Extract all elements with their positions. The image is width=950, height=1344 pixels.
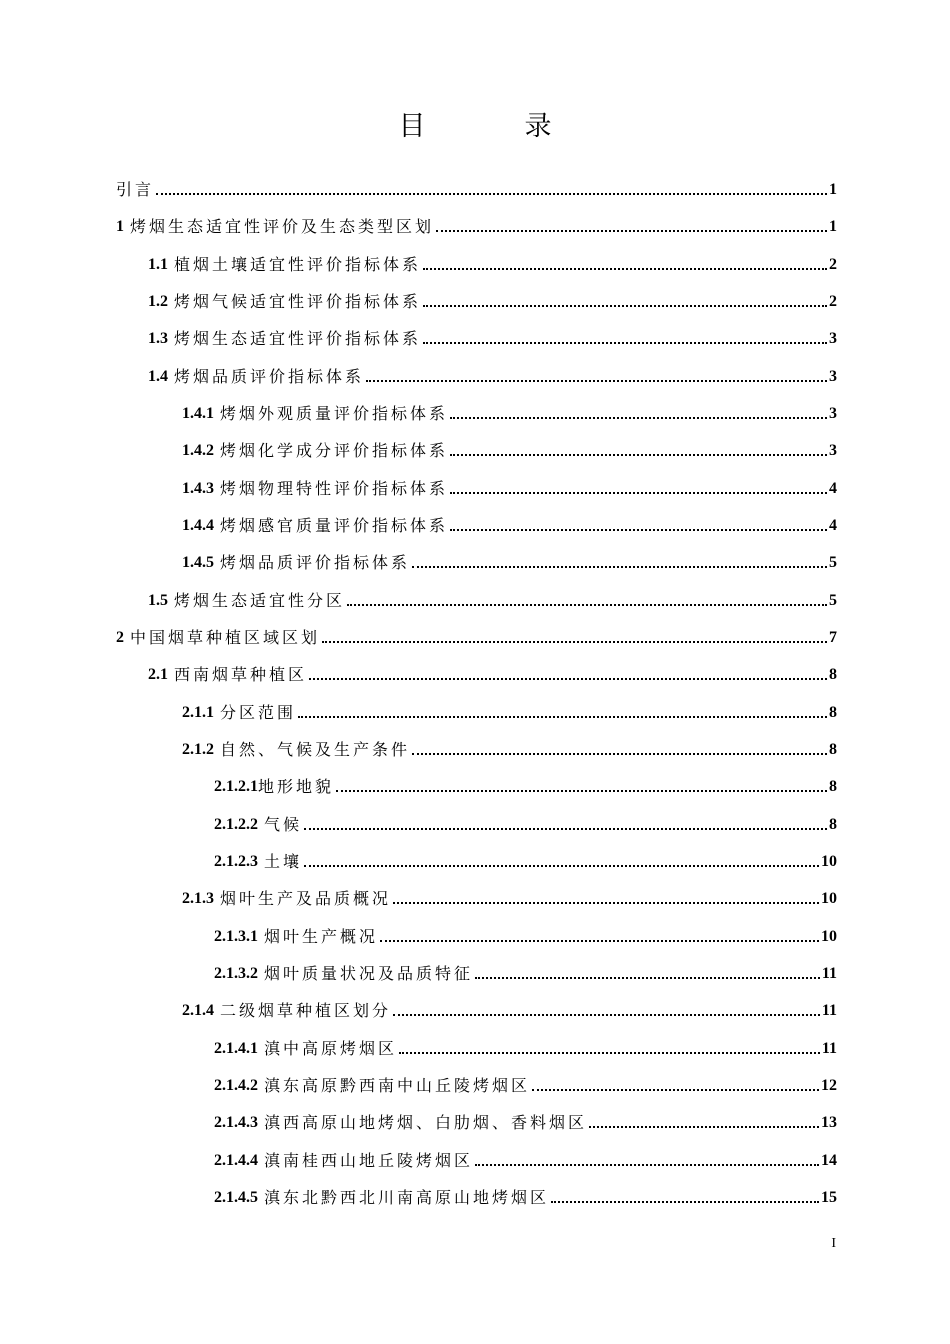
toc-entry[interactable] — [182, 736, 837, 760]
toc-entry[interactable] — [214, 1147, 837, 1171]
toc-entry-number: 2.1.2 — [182, 741, 214, 758]
toc-entry-page: 8 — [829, 666, 837, 683]
toc-entry[interactable] — [214, 1184, 837, 1208]
toc-entry-title: 烟叶生产及品质概况 — [220, 889, 392, 908]
toc-entry[interactable] — [182, 997, 837, 1021]
toc-entry-page: 8 — [829, 816, 837, 833]
toc-entry-number: 1 — [116, 218, 124, 235]
toc-leader-dots — [380, 940, 819, 942]
toc-entry[interactable] — [214, 1035, 837, 1059]
toc-leader-dots — [399, 1052, 820, 1054]
toc-entry-page: 4 — [829, 517, 837, 534]
toc-entry-number: 2.1.2.2 — [214, 816, 258, 833]
toc-leader-dots — [309, 678, 827, 680]
toc-entry-number: 1.1 — [148, 256, 168, 273]
toc-entry-title: 地形地貌 — [258, 777, 335, 796]
toc-entry-page: 8 — [829, 741, 837, 758]
toc-entry-page: 11 — [821, 965, 837, 982]
toc-entry-page: 13 — [821, 1114, 837, 1131]
toc-entry-number: 2.1.4.2 — [214, 1077, 258, 1094]
toc-leader-dots — [436, 230, 827, 232]
toc-leader-dots — [393, 902, 819, 904]
toc-entry-number: 1.2 — [148, 293, 168, 310]
toc-leader-dots — [412, 753, 827, 755]
toc-leader-dots — [298, 716, 827, 718]
toc-entry-page: 8 — [829, 778, 837, 795]
toc-entry-title: 土壤 — [264, 852, 303, 871]
toc-entry-number: 2.1.1 — [182, 704, 214, 721]
toc-leader-dots — [475, 977, 820, 979]
page-number: I — [831, 1236, 836, 1251]
toc-entry-number: 1.4.5 — [182, 554, 214, 571]
toc-leader-dots — [156, 193, 827, 195]
toc-entry-title: 烤烟品质评价指标体系 — [174, 367, 365, 386]
toc-entry[interactable] — [182, 400, 837, 424]
page-title: 目 录 — [398, 111, 588, 142]
toc-entry-page: 8 — [829, 704, 837, 721]
toc-entry-number: 2.1.4.3 — [214, 1114, 258, 1131]
toc-entry-number: 1.4.4 — [182, 517, 214, 534]
toc-entry[interactable] — [148, 288, 837, 312]
toc-entry-title: 西南烟草种植区 — [174, 665, 308, 684]
toc-entry[interactable] — [214, 1072, 837, 1096]
toc-entry-number: 2.1.3 — [182, 890, 214, 907]
toc-leader-dots — [336, 790, 827, 792]
toc-entry-number: 2.1.4.4 — [214, 1152, 258, 1169]
toc-leader-dots — [304, 865, 819, 867]
toc-entry-title: 烟叶质量状况及品质特征 — [264, 964, 474, 983]
toc-entry[interactable] — [182, 437, 837, 461]
toc-leader-dots — [423, 342, 827, 344]
toc-entry-title: 烤烟生态适宜性评价指标体系 — [174, 329, 422, 348]
toc-entry-page: 5 — [829, 554, 837, 571]
toc-entry-number: 2 — [116, 629, 124, 646]
toc-entry[interactable] — [182, 549, 837, 573]
toc-entry[interactable] — [116, 624, 837, 648]
toc-entry-number: 1.3 — [148, 330, 168, 347]
toc-entry-page: 11 — [821, 1002, 837, 1019]
toc-leader-dots — [347, 604, 827, 606]
toc-entry[interactable] — [182, 475, 837, 499]
toc-entry[interactable] — [214, 960, 837, 984]
toc-leader-dots — [412, 566, 827, 568]
toc-entry-title: 滇南桂西山地丘陵烤烟区 — [264, 1151, 474, 1170]
toc-leader-dots — [322, 641, 827, 643]
toc-entry[interactable] — [182, 512, 837, 536]
toc-entry-title: 烤烟品质评价指标体系 — [220, 553, 411, 572]
toc-leader-dots — [423, 305, 827, 307]
toc-entry-page: 3 — [829, 442, 837, 459]
toc-entry[interactable] — [214, 848, 837, 872]
toc-leader-dots — [393, 1014, 820, 1016]
toc-entry-title: 引言 — [116, 180, 155, 199]
toc-entry-title: 烤烟生态适宜性评价及生态类型区划 — [130, 217, 435, 236]
toc-leader-dots — [475, 1164, 819, 1166]
toc-entry-title: 气候 — [264, 815, 303, 834]
toc-entry-page: 10 — [821, 853, 837, 870]
toc-entry-title: 自然、气候及生产条件 — [220, 740, 411, 759]
toc-leader-dots — [423, 268, 827, 270]
toc-entry-number: 1.4.2 — [182, 442, 214, 459]
toc-leader-dots — [589, 1126, 819, 1128]
toc-entry[interactable] — [148, 587, 837, 611]
toc-entry-title: 滇中高原烤烟区 — [264, 1039, 398, 1058]
toc-entry[interactable] — [116, 176, 837, 200]
toc-entry[interactable] — [148, 363, 837, 387]
toc-entry-title: 烤烟生态适宜性分区 — [174, 591, 346, 610]
toc-entry-page: 1 — [829, 181, 837, 198]
toc-leader-dots — [366, 380, 827, 382]
toc-entry-title: 滇东北黔西北川南高原山地烤烟区 — [264, 1188, 550, 1207]
toc-leader-dots — [450, 417, 827, 419]
toc-entry-number: 2.1 — [148, 666, 168, 683]
toc-entry-page: 14 — [821, 1152, 837, 1169]
toc-entry[interactable] — [148, 251, 837, 275]
toc-entry[interactable] — [182, 885, 837, 909]
toc-entry-number: 2.1.2.1 — [214, 778, 258, 795]
toc-entry-title: 分区范围 — [220, 703, 297, 722]
toc-entry-number: 2.1.4 — [182, 1002, 214, 1019]
toc-entry-number: 2.1.2.3 — [214, 853, 258, 870]
toc-entry-title: 烤烟化学成分评价指标体系 — [220, 441, 449, 460]
toc-entry[interactable] — [116, 213, 837, 237]
toc-entry-number: 2.1.4.1 — [214, 1040, 258, 1057]
toc-entry[interactable] — [214, 811, 837, 835]
toc-entry-number: 1.4.3 — [182, 480, 214, 497]
toc-entry-page: 11 — [821, 1040, 837, 1057]
toc-entry-page: 4 — [829, 480, 837, 497]
toc-entry-title: 植烟土壤适宜性评价指标体系 — [174, 255, 422, 274]
toc-entry-page: 12 — [821, 1077, 837, 1094]
toc-entry-page: 2 — [829, 293, 837, 310]
toc-leader-dots — [304, 828, 827, 830]
toc-entry-title: 烤烟外观质量评价指标体系 — [220, 404, 449, 423]
toc-entry[interactable] — [214, 923, 837, 947]
toc-entry-page: 7 — [829, 629, 837, 646]
toc-entry-number: 2.1.3.1 — [214, 928, 258, 945]
toc-entry-page: 3 — [829, 405, 837, 422]
toc-entry-title: 二级烟草种植区划分 — [220, 1001, 392, 1020]
toc-entry[interactable] — [214, 773, 837, 797]
toc-entry[interactable] — [148, 325, 837, 349]
toc-entry-page: 3 — [829, 330, 837, 347]
toc-entry-page: 5 — [829, 592, 837, 609]
toc-entry-title: 中国烟草种植区域区划 — [130, 628, 321, 647]
toc-entry-number: 1.4 — [148, 368, 168, 385]
toc-leader-dots — [532, 1089, 819, 1091]
toc-entry-title: 滇西高原山地烤烟、白肋烟、香料烟区 — [264, 1113, 588, 1132]
toc-entry-title: 烤烟感官质量评价指标体系 — [220, 516, 449, 535]
toc-entry-title: 烟叶生产概况 — [264, 927, 379, 946]
toc-entry-page: 2 — [829, 256, 837, 273]
toc-entry-page: 1 — [829, 218, 837, 235]
toc-entry-title: 烤烟物理特性评价指标体系 — [220, 479, 449, 498]
toc-entry[interactable] — [148, 661, 837, 685]
toc-entry-number: 1.5 — [148, 592, 168, 609]
toc-leader-dots — [450, 454, 827, 456]
toc-entry-page: 10 — [821, 890, 837, 907]
toc-entry[interactable] — [182, 699, 837, 723]
toc-entry-number: 2.1.4.5 — [214, 1189, 258, 1206]
toc-entry-page: 10 — [821, 928, 837, 945]
toc-entry[interactable] — [214, 1109, 837, 1133]
toc-leader-dots — [450, 529, 827, 531]
toc-entry-page: 3 — [829, 368, 837, 385]
toc-leader-dots — [551, 1201, 819, 1203]
toc-leader-dots — [450, 492, 827, 494]
toc-entry-number: 1.4.1 — [182, 405, 214, 422]
toc-entry-number: 2.1.3.2 — [214, 965, 258, 982]
toc-entry-title: 滇东高原黔西南中山丘陵烤烟区 — [264, 1076, 531, 1095]
toc-entry-page: 15 — [821, 1189, 837, 1206]
toc-entry-title: 烤烟气候适宜性评价指标体系 — [174, 292, 422, 311]
